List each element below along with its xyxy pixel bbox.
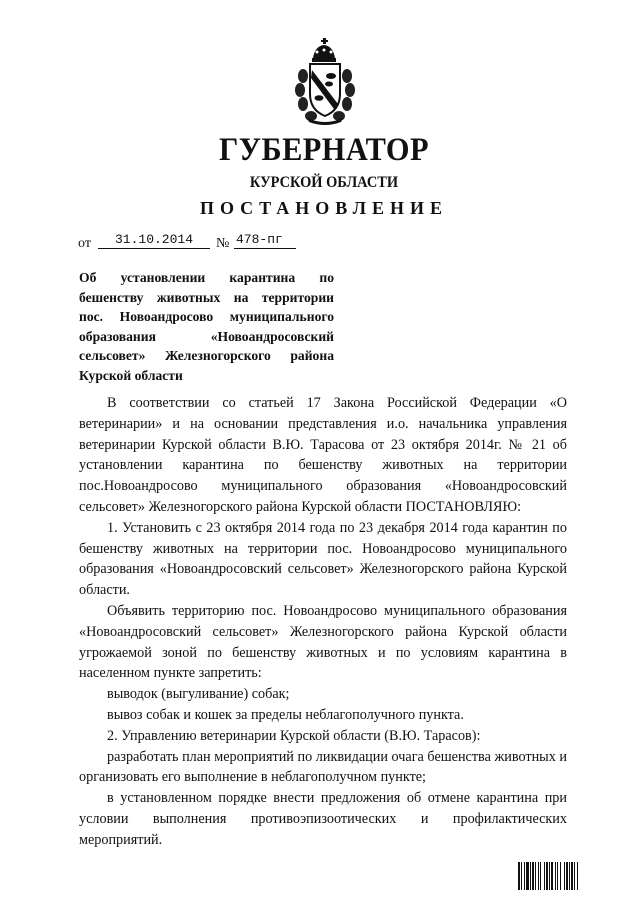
subject-line: сельсовет» Железногорского района [79,348,334,363]
subject-line: Об установлении карантина по [79,270,334,285]
body-paragraph: выводок (выгуливание) собак; [107,686,290,703]
document-date: 31.10.2014 [98,232,210,249]
body-paragraph: В соответствии со статьей 17 Закона Российской Федерации «О ветеринарии» и на основании представления и.о. начальника управления ветеринарии Курской области В.Ю. Тарасова от 23 октября 2014г. № 21 об установлении карантина по бешенству животных на территории пос.Новоандросово муниципального образования «Новоандросовский сельсовет» Железногорского района Курской области ПОСТАНОВЛЯЮ: [79,395,567,515]
body-paragraph: вывоз собак и кошек за пределы неблагополучного пункта. [107,706,464,723]
issuer-title: ГУБЕРНАТОР [219,132,429,168]
subject-line: Курской области [79,367,183,383]
subject-line: образования «Новоандросовский [79,328,334,344]
body-paragraph: 2. Управлению ветеринарии Курской области (В.Ю. Тарасов): [107,727,481,744]
issuer-region: КУРСКОЙ ОБЛАСТИ [249,174,399,191]
body-paragraph: в установленном порядке внести предложения об отмене карантина при условии выполнения противоэпизоотических и профилактических мероприятий. [79,790,567,848]
body-paragraph: 1. Установить с 23 октября 2014 года по 23 декабря 2014 года карантин по бешенству животных на территории пос. Новоандросово муниципального образования «Новоандросовский сельсовет» Железногорского района Курской области. [79,519,567,599]
subject-line: бешенству животных на территории [79,289,334,305]
subject-line: пос. Новоандросово муниципального [79,309,334,324]
document-body [79,393,567,851]
document-subject [79,268,334,385]
date-prefix: от [78,236,91,251]
number-prefix: № [216,236,230,251]
body-paragraph: разработать план мероприятий по ликвидации очага бешенства животных и организовать его выполнение в неблагополучном пункте; [79,748,567,786]
document-number: 478-пг [234,232,296,249]
coat-of-arms-icon [293,36,373,126]
body-paragraph: Объявить территорию пос. Новоандросово муниципального образования «Новоандросовский сельсовет» Железногорского района Курской области угрожаемой зоной по бешенству животных и по условиям карантина в населенном пункте запретить: [79,602,567,682]
barcode-icon [518,862,604,890]
document-type: ПОСТАНОВЛЕНИЕ [199,198,449,218]
